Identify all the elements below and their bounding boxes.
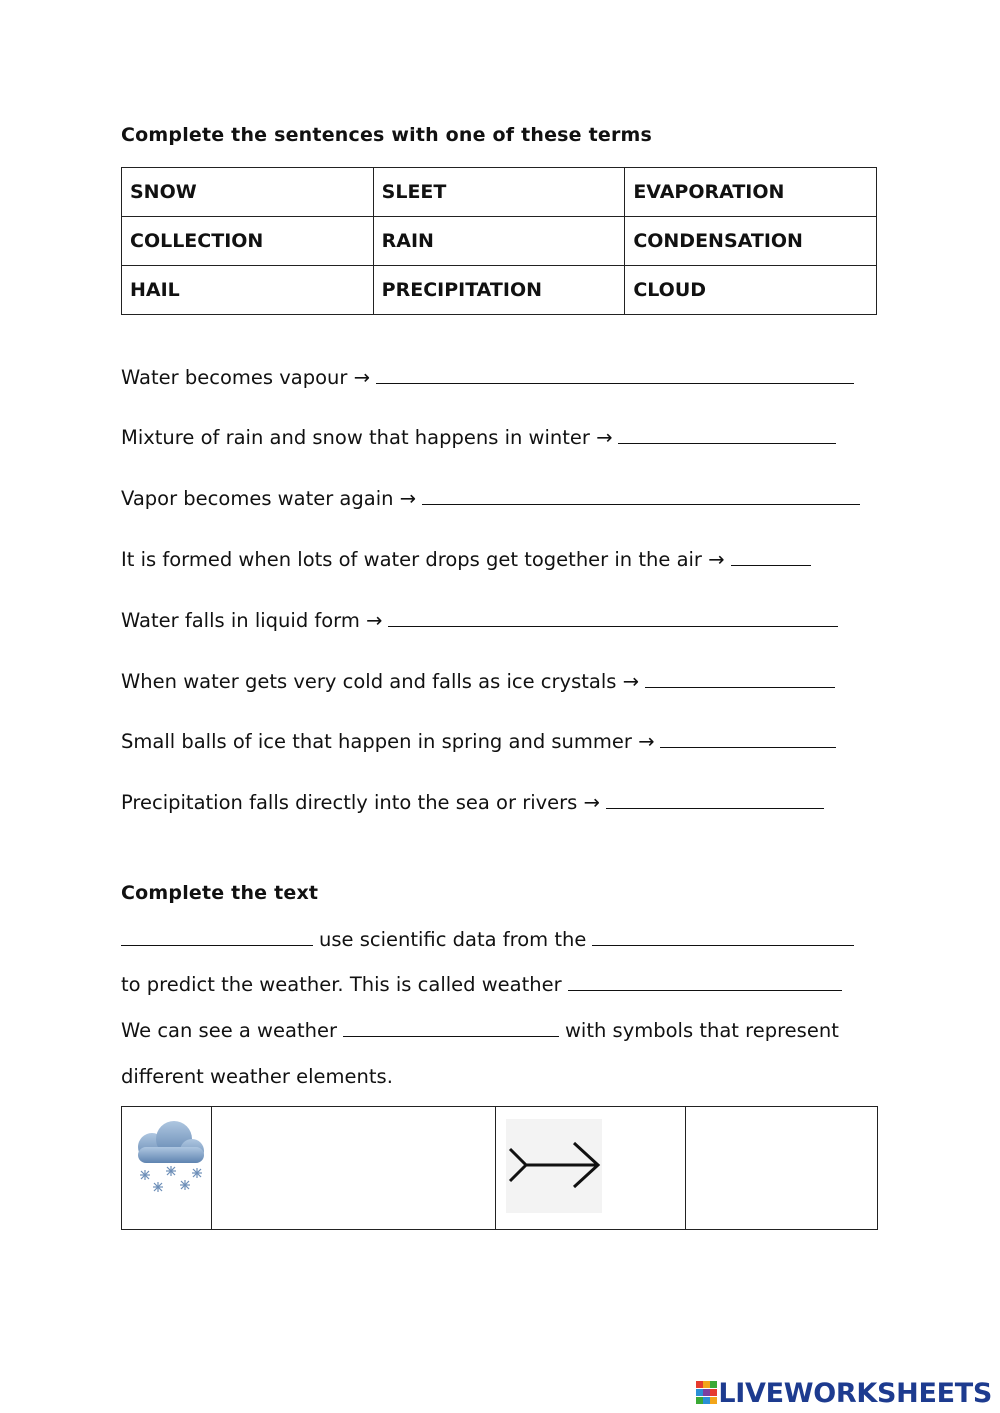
- text-fragment: different weather elements.: [121, 1065, 393, 1088]
- logo-mark-icon: [696, 1381, 718, 1405]
- term-cell: HAIL: [122, 266, 374, 315]
- text-line: [121, 928, 854, 951]
- terms-row: [122, 168, 877, 217]
- term-cell: SNOW: [122, 168, 374, 217]
- term-cell: CLOUD: [625, 266, 877, 315]
- answer-blank[interactable]: [606, 792, 824, 809]
- text-fragment: with symbols that represent: [564, 1019, 839, 1042]
- answer-blank[interactable]: [618, 427, 836, 444]
- answer-blank[interactable]: [422, 488, 860, 505]
- text-line: [121, 1065, 393, 1088]
- term-cell: RAIN: [373, 217, 625, 266]
- term-cell: COLLECTION: [122, 217, 374, 266]
- text-fragment: to predict the weather. This is called weather: [121, 973, 562, 996]
- symbol-answer-cell[interactable]: [686, 1107, 878, 1230]
- weather-symbols-table: [121, 1106, 878, 1230]
- terms-row: [122, 266, 877, 315]
- answer-blank[interactable]: [645, 671, 835, 688]
- sentence-line: [121, 366, 854, 389]
- snow-cloud-icon: [122, 1107, 210, 1225]
- answer-blank[interactable]: [376, 367, 854, 384]
- text-line: [121, 973, 842, 996]
- sentence-text: Precipitation falls directly into the sea or rivers →: [121, 791, 600, 814]
- sentence-text: When water gets very cold and falls as ice crystals →: [121, 670, 639, 693]
- section-heading-text: Complete the text: [121, 882, 319, 904]
- sentence-line: [121, 730, 836, 753]
- logo-text: LIVEWORKSHEETS: [718, 1377, 992, 1409]
- text-fragment: use scientific data from the: [319, 928, 587, 951]
- term-cell: PRECIPITATION: [373, 266, 625, 315]
- term-cell: SLEET: [373, 168, 625, 217]
- sentence-line: [121, 791, 824, 814]
- answer-blank[interactable]: [568, 974, 842, 991]
- symbol-cell: [122, 1107, 212, 1230]
- answer-blank[interactable]: [731, 549, 811, 566]
- symbol-answer-cell[interactable]: [212, 1107, 496, 1230]
- sentence-line: [121, 426, 836, 449]
- sentence-text: Small balls of ice that happen in spring and summer →: [121, 730, 655, 753]
- symbol-cell: [496, 1107, 686, 1230]
- text-fragment: We can see a weather: [121, 1019, 337, 1042]
- term-cell: CONDENSATION: [625, 217, 877, 266]
- answer-blank[interactable]: [592, 929, 854, 946]
- wind-arrow-icon: [496, 1107, 684, 1225]
- sentence-text: Mixture of rain and snow that happens in winter →: [121, 426, 613, 449]
- sentence-text: It is formed when lots of water drops get together in the air →: [121, 548, 725, 571]
- sentence-line: [121, 609, 838, 632]
- answer-blank[interactable]: [388, 610, 838, 627]
- sentence-line: [121, 487, 860, 510]
- sentence-text: Water becomes vapour →: [121, 366, 370, 389]
- answer-blank[interactable]: [660, 731, 836, 748]
- sentence-text: Vapor becomes water again →: [121, 487, 417, 510]
- sentence-text: Water falls in liquid form →: [121, 609, 383, 632]
- terms-table: [121, 167, 877, 315]
- sentence-line: [121, 670, 835, 693]
- text-line: [121, 1019, 839, 1042]
- terms-row: [122, 217, 877, 266]
- term-cell: EVAPORATION: [625, 168, 877, 217]
- answer-blank[interactable]: [121, 929, 313, 946]
- liveworksheets-logo: [696, 1376, 992, 1410]
- sentence-line: [121, 548, 811, 571]
- section-heading-terms: Complete the sentences with one of these terms: [121, 124, 653, 146]
- answer-blank[interactable]: [343, 1020, 559, 1037]
